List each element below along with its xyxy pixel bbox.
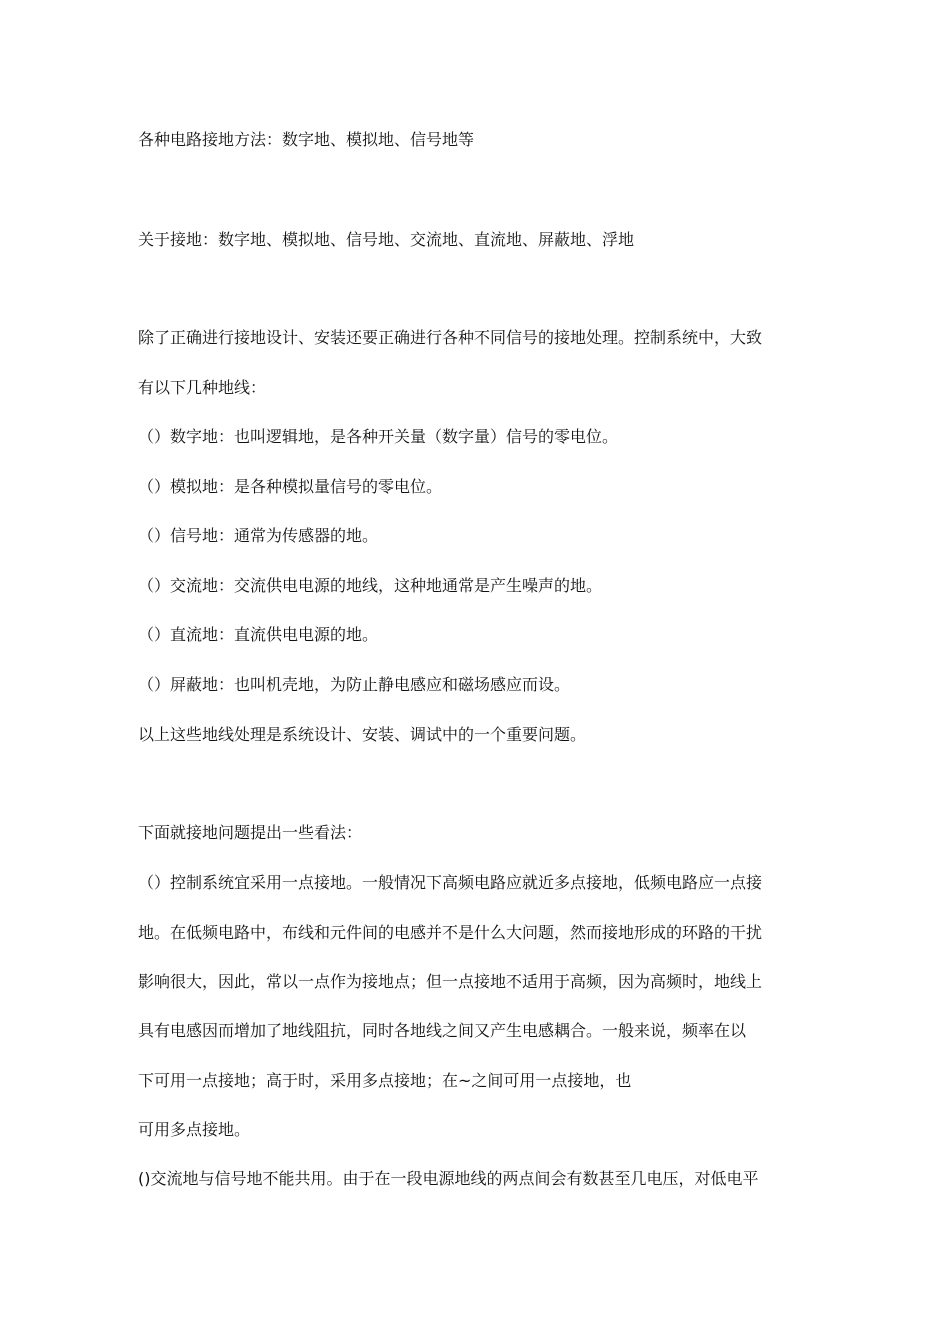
heading-grounding-methods: 各种电路接地方法：数字地、模拟地、信号地等: [138, 130, 475, 149]
paragraph-line: ()交流地与信号地不能共用。由于在一段电源地线的两点间会有数甚至几电压，对低电平: [138, 1169, 759, 1188]
list-item-analog-ground: （）模拟地：是各种模拟量信号的零电位。: [138, 477, 443, 496]
paragraph-line: 下可用一点接地；高于时，采用多点接地；在~之间可用一点接地，也: [138, 1071, 632, 1090]
list-item-ac-ground: （）交流地：交流供电电源的地线，这种地通常是产生噪声的地。: [138, 576, 603, 595]
list-item-dc-ground: （）直流地：直流供电电源的地。: [138, 625, 379, 644]
paragraph-line: 除了正确进行接地设计、安装还要正确进行各种不同信号的接地处理。控制系统中，大致: [138, 328, 763, 347]
list-item-signal-ground: （）信号地：通常为传感器的地。: [138, 526, 379, 545]
paragraph-line: 可用多点接地。: [138, 1120, 251, 1139]
paragraph-line: 影响很大，因此，常以一点作为接地点；但一点接地不适用于高频，因为高频时，地线上: [138, 972, 763, 991]
list-item-shield-ground: （）屏蔽地：也叫机壳地，为防止静电感应和磁场感应而设。: [138, 675, 571, 694]
paragraph-line: 地。在低频电路中，布线和元件间的电感并不是什么大问题，然而接地形成的环路的干扰: [138, 923, 763, 942]
heading-about-grounding: 关于接地：数字地、模拟地、信号地、交流地、直流地、屏蔽地、浮地: [138, 230, 635, 249]
paragraph-line: 下面就接地问题提出一些看法：: [138, 823, 363, 842]
paragraph-line: 有以下几种地线：: [138, 378, 267, 397]
paragraph-line: 具有电感因而增加了地线阻抗，同时各地线之间又产生电感耦合。一般来说，频率在以: [138, 1021, 747, 1040]
list-item-digital-ground: （）数字地：也叫逻辑地，是各种开关量（数字量）信号的零电位。: [138, 427, 619, 446]
paragraph-line: 以上这些地线处理是系统设计、安装、调试中的一个重要问题。: [138, 725, 587, 744]
paragraph-line: （）控制系统宜采用一点接地。一般情况下高频电路应就近多点接地，低频电路应一点接: [138, 873, 763, 892]
